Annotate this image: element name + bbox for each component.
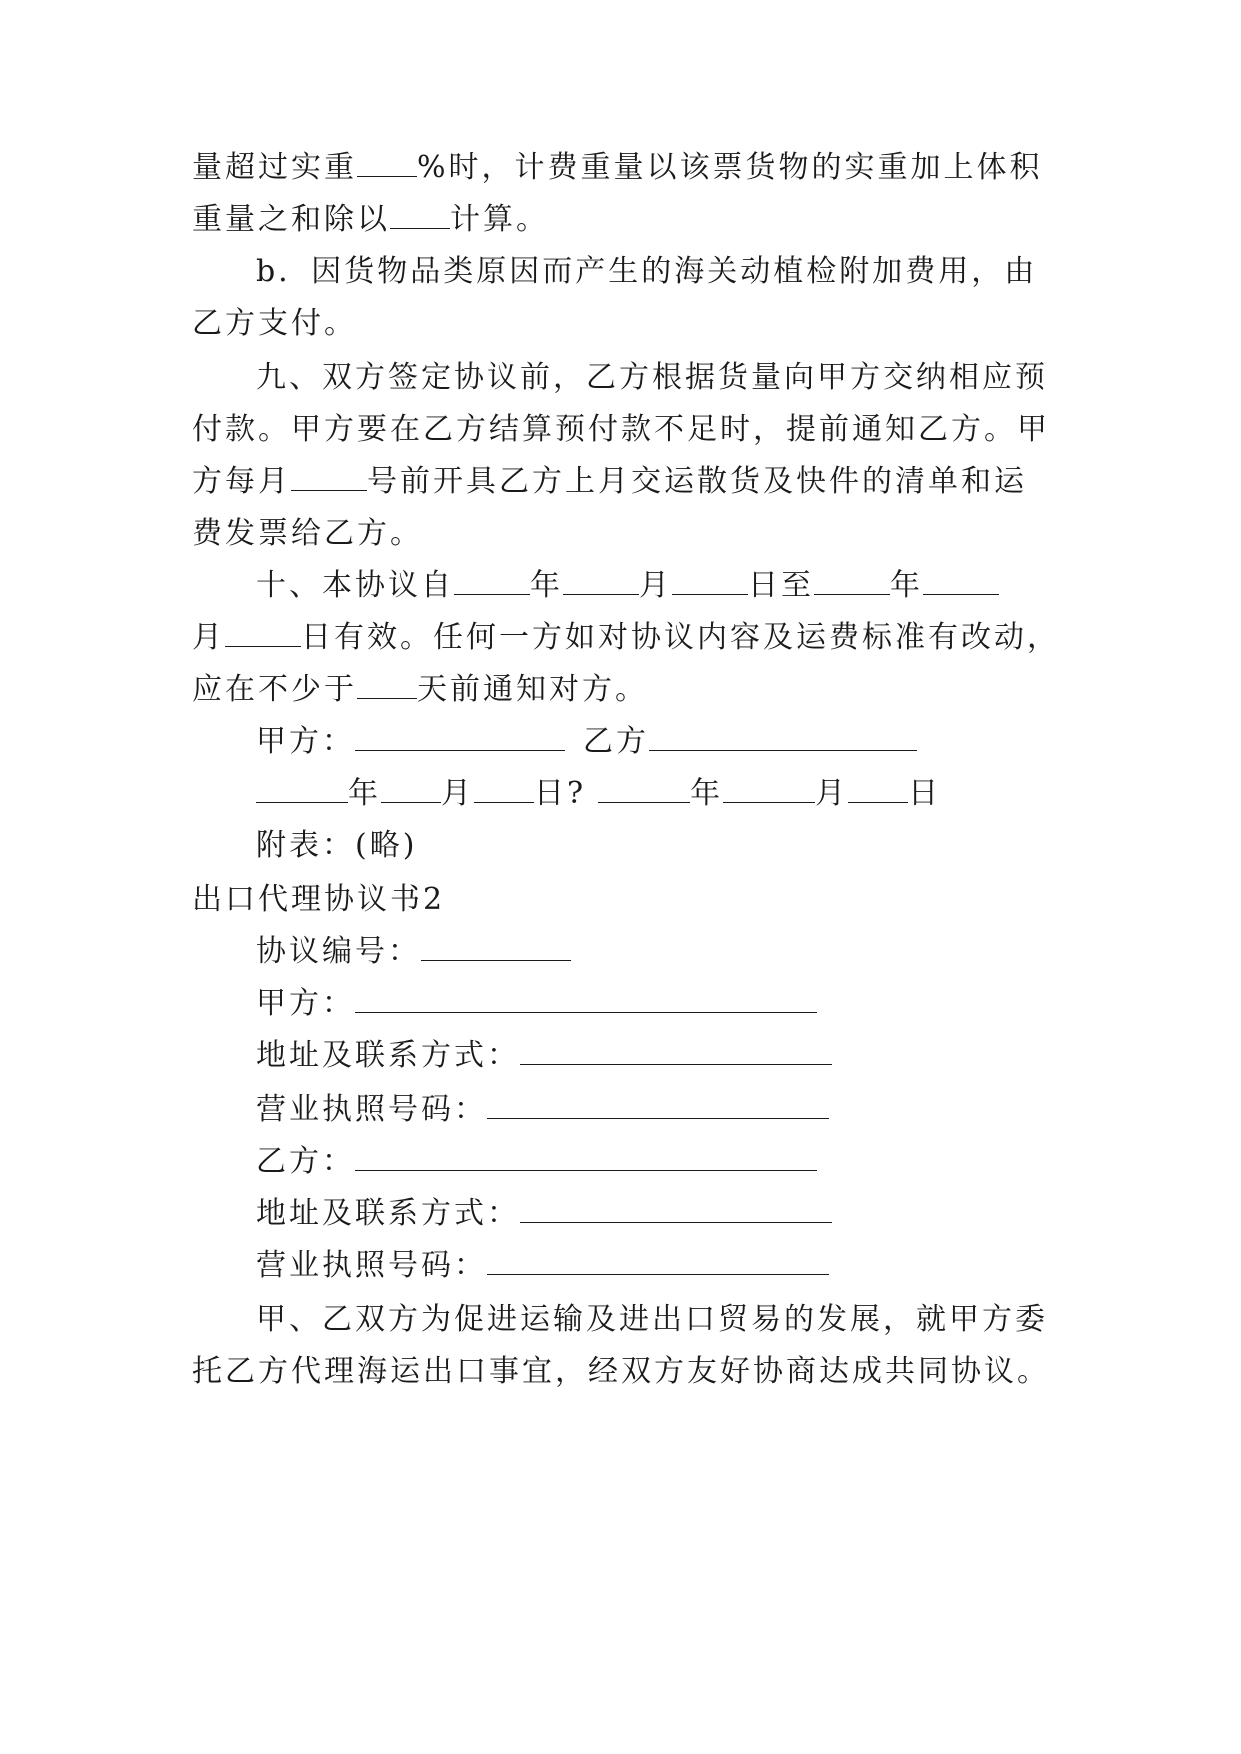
party-b-label: 乙方： xyxy=(256,1144,355,1179)
form-row xyxy=(256,1036,832,1076)
blank-start-day[interactable] xyxy=(672,568,748,595)
party-b-field[interactable] xyxy=(355,1144,817,1171)
blank-sign-year-a[interactable] xyxy=(256,776,348,803)
text-segment: 应在不少于 xyxy=(192,672,357,707)
text-segment: 月 xyxy=(441,776,474,811)
signature-date-line xyxy=(256,774,941,814)
signature-line xyxy=(256,722,917,762)
text-line xyxy=(192,462,1027,502)
text-segment: 甲、乙双方为促进运输及进出口贸易的发展，就甲方委 xyxy=(256,1302,1048,1337)
text-segment: 托乙方代理海运出口事宜，经双方友好协商达成共同协议。 xyxy=(192,1354,1050,1389)
text-segment: 月 xyxy=(192,620,225,655)
form-row xyxy=(256,1194,832,1234)
party-b-address-label: 地址及联系方式： xyxy=(256,1196,520,1231)
blank-start-month[interactable] xyxy=(563,568,639,595)
text-segment: 年 xyxy=(690,776,724,811)
text-line xyxy=(256,566,999,606)
party-a-label: 甲方： xyxy=(256,724,355,759)
appendix-line xyxy=(256,826,417,866)
text-line xyxy=(192,514,423,554)
form-row xyxy=(256,1246,829,1286)
form-row xyxy=(256,1090,829,1130)
text-segment: 量超过实重 xyxy=(192,150,357,185)
appendix-note: 附表：(略) xyxy=(256,828,418,863)
blank-day-of-month[interactable] xyxy=(291,464,367,491)
party-b-license-label: 营业执照号码： xyxy=(256,1248,487,1283)
text-segment: 年 xyxy=(890,568,923,603)
blank-sign-month-a[interactable] xyxy=(381,776,441,803)
blank-notice-days[interactable] xyxy=(357,672,417,699)
party-a-label: 甲方： xyxy=(256,986,355,1021)
document-title: 出口代理协议书2 xyxy=(192,882,446,917)
text-segment: 月 xyxy=(639,568,672,603)
party-a-address-field[interactable] xyxy=(520,1038,832,1065)
party-b-field[interactable] xyxy=(649,724,917,751)
text-segment: 日? xyxy=(534,776,587,811)
text-segment: 重量之和除以 xyxy=(192,202,390,237)
party-a-license-label: 营业执照号码： xyxy=(256,1092,487,1127)
party-b-label: 乙方 xyxy=(583,724,649,759)
text-line xyxy=(192,200,549,240)
text-segment: 日有效。任何一方如对协议内容及运费标准有改动， xyxy=(301,620,1060,655)
form-row xyxy=(256,984,817,1024)
form-row xyxy=(256,1142,817,1182)
blank-end-month[interactable] xyxy=(923,568,999,595)
text-segment: 付款。甲方要在乙方结算预付款不足时，提前通知乙方。甲 xyxy=(192,412,1050,447)
blank-end-day[interactable] xyxy=(225,620,301,647)
text-line xyxy=(256,358,1048,398)
text-line xyxy=(192,670,648,710)
text-segment: 号前开具乙方上月交运散货及快件的清单和运 xyxy=(367,464,1027,499)
text-segment: 计算。 xyxy=(450,202,549,237)
party-b-address-field[interactable] xyxy=(520,1196,832,1223)
text-segment: 日至 xyxy=(748,568,814,603)
text-line xyxy=(192,1352,1050,1392)
blank-sign-month-b[interactable] xyxy=(723,776,815,803)
blank-start-year[interactable] xyxy=(454,568,530,595)
party-b-license-field[interactable] xyxy=(487,1248,829,1275)
text-segment: 九、双方签定协议前，乙方根据货量向甲方交纳相应预 xyxy=(256,360,1048,395)
section-title xyxy=(192,880,445,920)
text-line xyxy=(256,252,1037,292)
text-segment: 乙方支付。 xyxy=(192,306,357,341)
party-a-field[interactable] xyxy=(355,986,817,1013)
text-segment: 日 xyxy=(908,776,942,811)
blank-divisor[interactable] xyxy=(390,202,450,229)
text-segment: 天前通知对方。 xyxy=(417,672,648,707)
text-line xyxy=(192,410,1050,450)
agreement-number-field[interactable] xyxy=(421,934,571,961)
text-segment: 方每月 xyxy=(192,464,291,499)
agreement-number-label: 协议编号： xyxy=(256,934,421,969)
text-line xyxy=(192,618,1060,658)
party-a-license-field[interactable] xyxy=(487,1092,829,1119)
blank-sign-day-b[interactable] xyxy=(848,776,908,803)
text-segment: 月 xyxy=(815,776,849,811)
text-segment: 年 xyxy=(530,568,563,603)
text-segment: 年 xyxy=(348,776,381,811)
text-line xyxy=(192,148,1043,188)
text-line xyxy=(256,1300,1048,1340)
text-line xyxy=(192,304,357,344)
text-segment: b．因货物品类原因而产生的海关动植检附加费用，由 xyxy=(256,254,1038,289)
blank-sign-day-a[interactable] xyxy=(474,776,534,803)
form-row xyxy=(256,932,571,972)
text-segment: %时，计费重量以该票货物的实重加上体积 xyxy=(417,150,1043,185)
blank-end-year[interactable] xyxy=(814,568,890,595)
blank-sign-year-b[interactable] xyxy=(598,776,690,803)
party-a-address-label: 地址及联系方式： xyxy=(256,1038,520,1073)
text-segment: 十、本协议自 xyxy=(256,568,454,603)
text-segment: 费发票给乙方。 xyxy=(192,516,423,551)
blank-percent[interactable] xyxy=(357,150,417,177)
party-a-field[interactable] xyxy=(355,724,565,751)
